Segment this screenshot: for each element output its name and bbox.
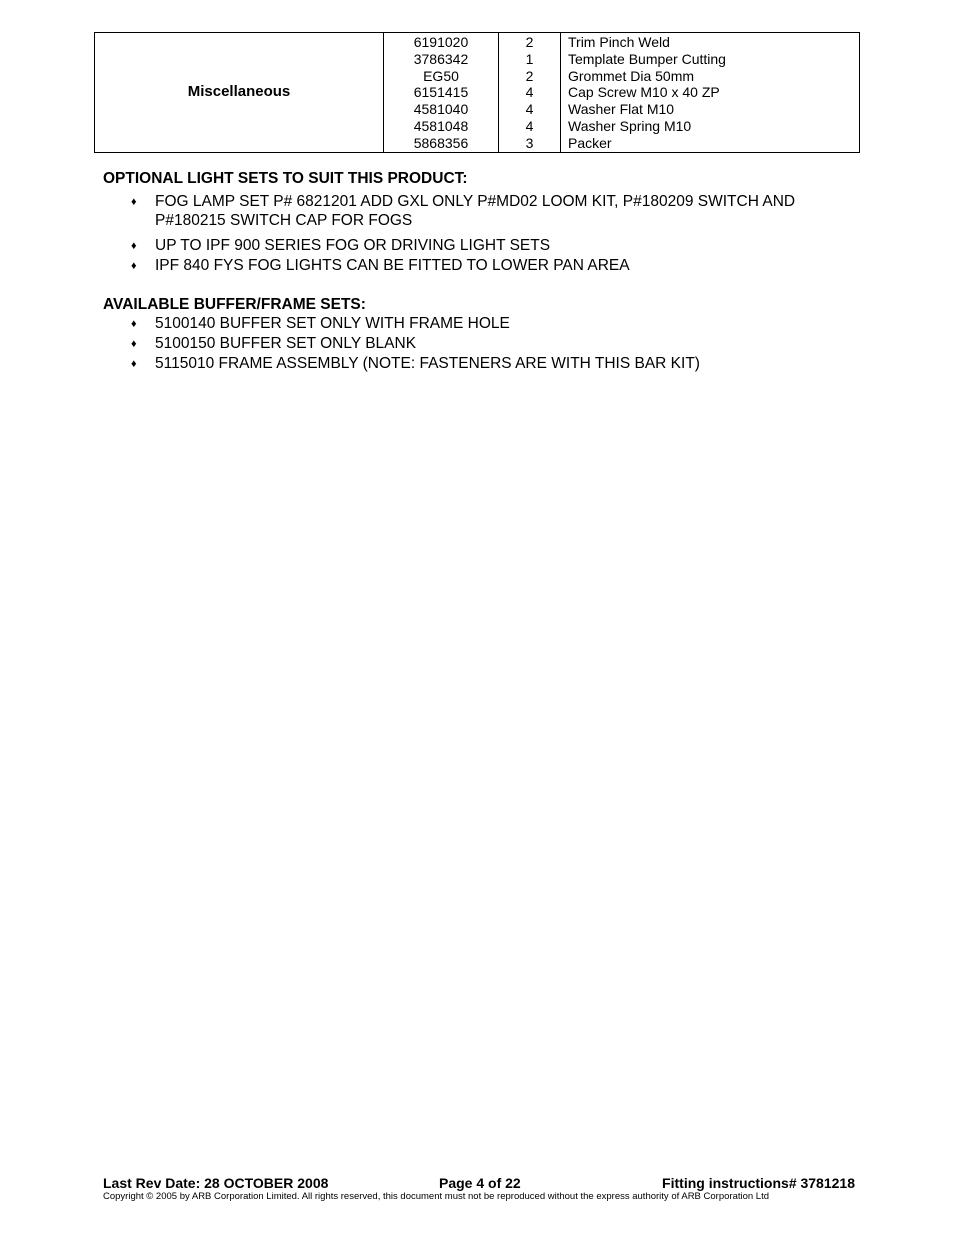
optional-lights-section: [103, 170, 863, 277]
list-item-text: 5100150 BUFFER SET ONLY BLANK: [155, 335, 417, 352]
table-row: [95, 33, 860, 153]
description-column: [561, 33, 860, 153]
fitting-instructions-number: Fitting instructions# 3781218: [662, 1175, 855, 1191]
list-item: [103, 355, 863, 374]
description: Grommet Dia 50mm: [568, 67, 695, 84]
description: Trim Pinch Weld: [568, 34, 670, 50]
quantity: 1: [525, 50, 534, 67]
list-item: [103, 257, 863, 276]
list-item: [103, 315, 863, 334]
part-number: 6191020: [413, 34, 469, 50]
part-number: 4581040: [413, 101, 469, 118]
list-item-text: 5115010 FRAME ASSEMBLY (NOTE: FASTENERS ARE WITH THIS BAR KIT): [155, 355, 700, 372]
section-heading: OPTIONAL LIGHT SETS TO SUIT THIS PRODUCT:: [103, 170, 468, 187]
diamond-bullet-icon: ♦: [131, 358, 137, 370]
description: Packer: [568, 134, 612, 151]
list-item-text: UP TO IPF 900 SERIES FOG OR DRIVING LIGHT SETS: [155, 237, 551, 254]
quantity: 3: [525, 134, 534, 151]
part-number: 5868356: [413, 134, 469, 151]
diamond-bullet-icon: ♦: [131, 240, 137, 252]
diamond-bullet-icon: ♦: [131, 338, 137, 350]
quantity: 2: [525, 67, 534, 84]
copyright-notice: Copyright © 2005 by ARB Corporation Limited. All rights reserved, this document must not be reproduced without the express authority of ARB Corporation Ltd: [103, 1191, 770, 1202]
description: Washer Spring M10: [568, 117, 692, 134]
diamond-bullet-icon: ♦: [131, 196, 137, 208]
list-item: [103, 335, 863, 354]
quantity: 4: [525, 84, 534, 101]
list-item: [103, 237, 863, 256]
bullet-list: [103, 193, 863, 276]
list-item-text: 5100140 BUFFER SET ONLY WITH FRAME HOLE: [155, 315, 510, 332]
description: Cap Screw M10 x 40 ZP: [568, 84, 720, 101]
quantity: 4: [525, 101, 534, 118]
parts-table: [94, 32, 860, 153]
diamond-bullet-icon: ♦: [131, 318, 137, 330]
description: Template Bumper Cutting: [568, 50, 726, 67]
quantity: 2: [525, 34, 534, 50]
bullet-list: [103, 315, 863, 374]
footer-info-row: [103, 1175, 855, 1191]
page-footer: [103, 1175, 855, 1203]
buffer-sets-section: [103, 296, 863, 375]
part-number-column: [384, 33, 499, 153]
rev-date: Last Rev Date: 28 OCTOBER 2008: [103, 1175, 329, 1191]
section-heading: AVAILABLE BUFFER/FRAME SETS:: [103, 296, 366, 313]
description: Washer Flat M10: [568, 101, 675, 118]
quantity-column: [499, 33, 561, 153]
category-cell: Miscellaneous: [95, 33, 384, 153]
list-item-text: P#180215 SWITCH CAP FOR FOGS: [155, 211, 413, 229]
list-item: [103, 193, 863, 230]
part-number: 3786342: [413, 50, 469, 67]
part-number: EG50: [423, 67, 459, 84]
part-number: 4581048: [413, 117, 469, 134]
part-number: 6151415: [413, 84, 469, 101]
page-number: Page 4 of 22: [439, 1175, 521, 1191]
list-item-text: IPF 840 FYS FOG LIGHTS CAN BE FITTED TO LOWER PAN AREA: [155, 257, 630, 274]
quantity: 4: [525, 117, 534, 134]
diamond-bullet-icon: ♦: [131, 260, 137, 272]
list-item-text: FOG LAMP SET P# 6821201 ADD GXL ONLY P#MD02 LOOM KIT, P#180209 SWITCH AND: [155, 193, 796, 210]
